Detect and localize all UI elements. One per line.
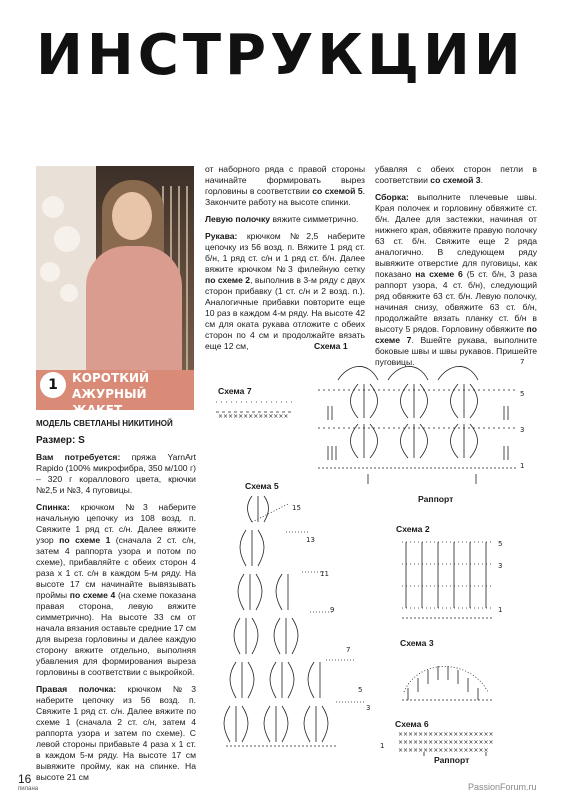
scheme-2-row-5: 5 bbox=[498, 540, 503, 548]
scheme-5-row-13: 13 bbox=[306, 536, 315, 544]
scheme-5-diagram bbox=[206, 492, 386, 754]
scheme-5-row-5: 5 bbox=[358, 686, 363, 694]
scheme-6-rapport: Раппорт bbox=[434, 755, 470, 765]
scheme-1-diagram bbox=[318, 350, 528, 496]
sleeve-instructions: Рукава: крючком №2,5 наберите цепочку из 56 возд. п. Вяжите 1 ряд ст. б/н, 1 ряд ст. с/н и 1 ряд ст. б/н. Далее вяжите крючком №3 филейную сетку по схеме 2, выполнив в 3-м ряду с двух сторон прибавку (1 ст. с/н и 2 возд. п.). Аналогичные прибавки повторите еще 10 раз в каждом 4-м ряду. На высоте 42 см для оката рукава отложите с обеих сторон по 4 см и продолжайте вязать еще 12 см, bbox=[205, 231, 366, 351]
page-title: ИНСТРУКЦИИ bbox=[36, 23, 525, 88]
scheme-7-diagram bbox=[212, 398, 298, 422]
scheme-5-row-15: 15 bbox=[292, 504, 301, 512]
column-2 bbox=[205, 164, 365, 358]
model-number: 1 bbox=[40, 372, 66, 398]
svg-text:×××××××××××××××××××: ××××××××××××××××××× bbox=[398, 739, 494, 746]
right-front-instructions: Правая полочка: крючком №3 наберите цепочку из 56 возд. п. Свяжите 1 ряд ст. с/н. Далее вяжите по схеме 1 (сначала 2 ст. с/н, затем 4 раппорта узора и затем по схеме). С левой стороны прибавьте 4 раза х 1 ст. в каждом 5-м ряду. На высоте 17 см вывяжите пройму, как на спинке. На высоте 21 см bbox=[36, 684, 196, 782]
model-photo bbox=[36, 166, 194, 392]
scheme-1-row-5: 5 bbox=[520, 390, 525, 398]
scheme-1-row-1: 1 bbox=[520, 462, 525, 470]
column-3 bbox=[375, 164, 537, 374]
size: Размер: S bbox=[36, 435, 85, 446]
page-footer-label: пилана bbox=[18, 786, 39, 792]
scheme-5-row-3: 3 bbox=[366, 704, 371, 712]
assembly-instructions: Сборка: выполните плечевые швы. Края полочек и горловину обвяжите ст. б/н. Далее для застежки, начиная от нижнего края, обвяжите правую полочку 63 ст. б/н. Свяжите еще 2 ряда аналогично. В следующем ряду вывяжите отверстие для пуговицы, как показано на схеме 6 (5 ст. б/н, 3 раза раппорт узора, 4 ст. б/н), следующий ряд обвяжите 63 ст. б/н. Левую полочку, начиная снизу, обвяжите 63 ст. б/н, продолжайте вязать планку ст. б/н в высоту 5 рядов. Горловину обвяжите по схеме 7. Вшейте рукава, выполните боковые швы и швы рукавов. Пришейте пуговицы. bbox=[375, 192, 538, 367]
scheme-5-row-7: 7 bbox=[346, 646, 351, 654]
page-number: 16 bbox=[18, 772, 32, 786]
watermark: PassionForum.ru bbox=[468, 782, 537, 792]
scheme-3-label: Схема 3 bbox=[400, 638, 434, 648]
scheme-7-label: Схема 7 bbox=[218, 386, 252, 396]
scheme-1-label: Схема 1 bbox=[314, 341, 348, 351]
neckline-text: от наборного ряда с правой стороны начинайте формировать вырез горловины в соответствии со схемой 5. Закончите работу на высоте спинки. bbox=[205, 164, 365, 207]
scheme-6-diagram bbox=[396, 728, 526, 756]
model-title: КОРОТКИЙ АЖУРНЫЙ ЖАКЕТ bbox=[72, 371, 150, 417]
scheme-1-row-7: 7 bbox=[520, 358, 525, 366]
model-author: МОДЕЛЬ СВЕТЛАНЫ НИКИТИНОЙ bbox=[36, 419, 173, 428]
scheme-6-label: Схема 6 bbox=[395, 719, 429, 729]
left-front-text: Левую полочку вяжите симметрично. bbox=[205, 214, 359, 224]
svg-text:×××××××××××××××××××: ××××××××××××××××××× bbox=[398, 731, 494, 738]
svg-text:××××××××××××××××××: ×××××××××××××××××× bbox=[398, 747, 489, 754]
scheme-2-row-1: 1 bbox=[498, 606, 503, 614]
scheme-1-rapport: Раппорт bbox=[418, 494, 454, 504]
back-instructions: Спинка: крючком №3 наберите начальную цепочку из 108 возд. п. Свяжите 1 ряд ст. с/н. Далее вяжите узор по схеме 1 (сначала 2 ст. с/н, затем 4 раппорта узора и потом по схеме), прибавляйте с обеих сторон 4 раза х 1 ст. с/н в каждом 5-м ряду. На высоте 17 см начинайте вывязывать проймы по схеме 4 (на схеме показана правая сторона, левую вяжите симметрично). На высоте 33 см от начала вязания оставьте средние 17 см для выреза горловины и далее каждую сторону вяжите отдельно, выполняя убавления для формирования выреза горловины в соответствии с выкройкой. bbox=[36, 502, 196, 677]
sleeve-cap-text: убавляя с обеих сторон петли в соответствии со схемой 3. bbox=[375, 164, 537, 185]
scheme-2-label: Схема 2 bbox=[396, 524, 430, 534]
scheme-5-row-1: 1 bbox=[380, 742, 385, 750]
scheme-3-diagram bbox=[398, 648, 498, 706]
scheme-5-label: Схема 5 bbox=[245, 481, 279, 491]
scheme-1-row-3: 3 bbox=[520, 426, 525, 434]
scheme-5-row-9: 9 bbox=[330, 606, 335, 614]
svg-text:××××××××××××××: ×××××××××××××× bbox=[218, 413, 289, 420]
materials: Вам потребуется: пряжа YarnArt Rapido (100% микрофибра, 350 м/100 г) – 320 г кораллового цвета, крючки №2,5 и №3, 4 пуговицы. bbox=[36, 452, 196, 495]
scheme-2-row-3: 3 bbox=[498, 562, 503, 570]
column-1 bbox=[36, 418, 196, 789]
scheme-2-diagram bbox=[398, 534, 508, 630]
scheme-5-row-11: 11 bbox=[320, 570, 329, 578]
